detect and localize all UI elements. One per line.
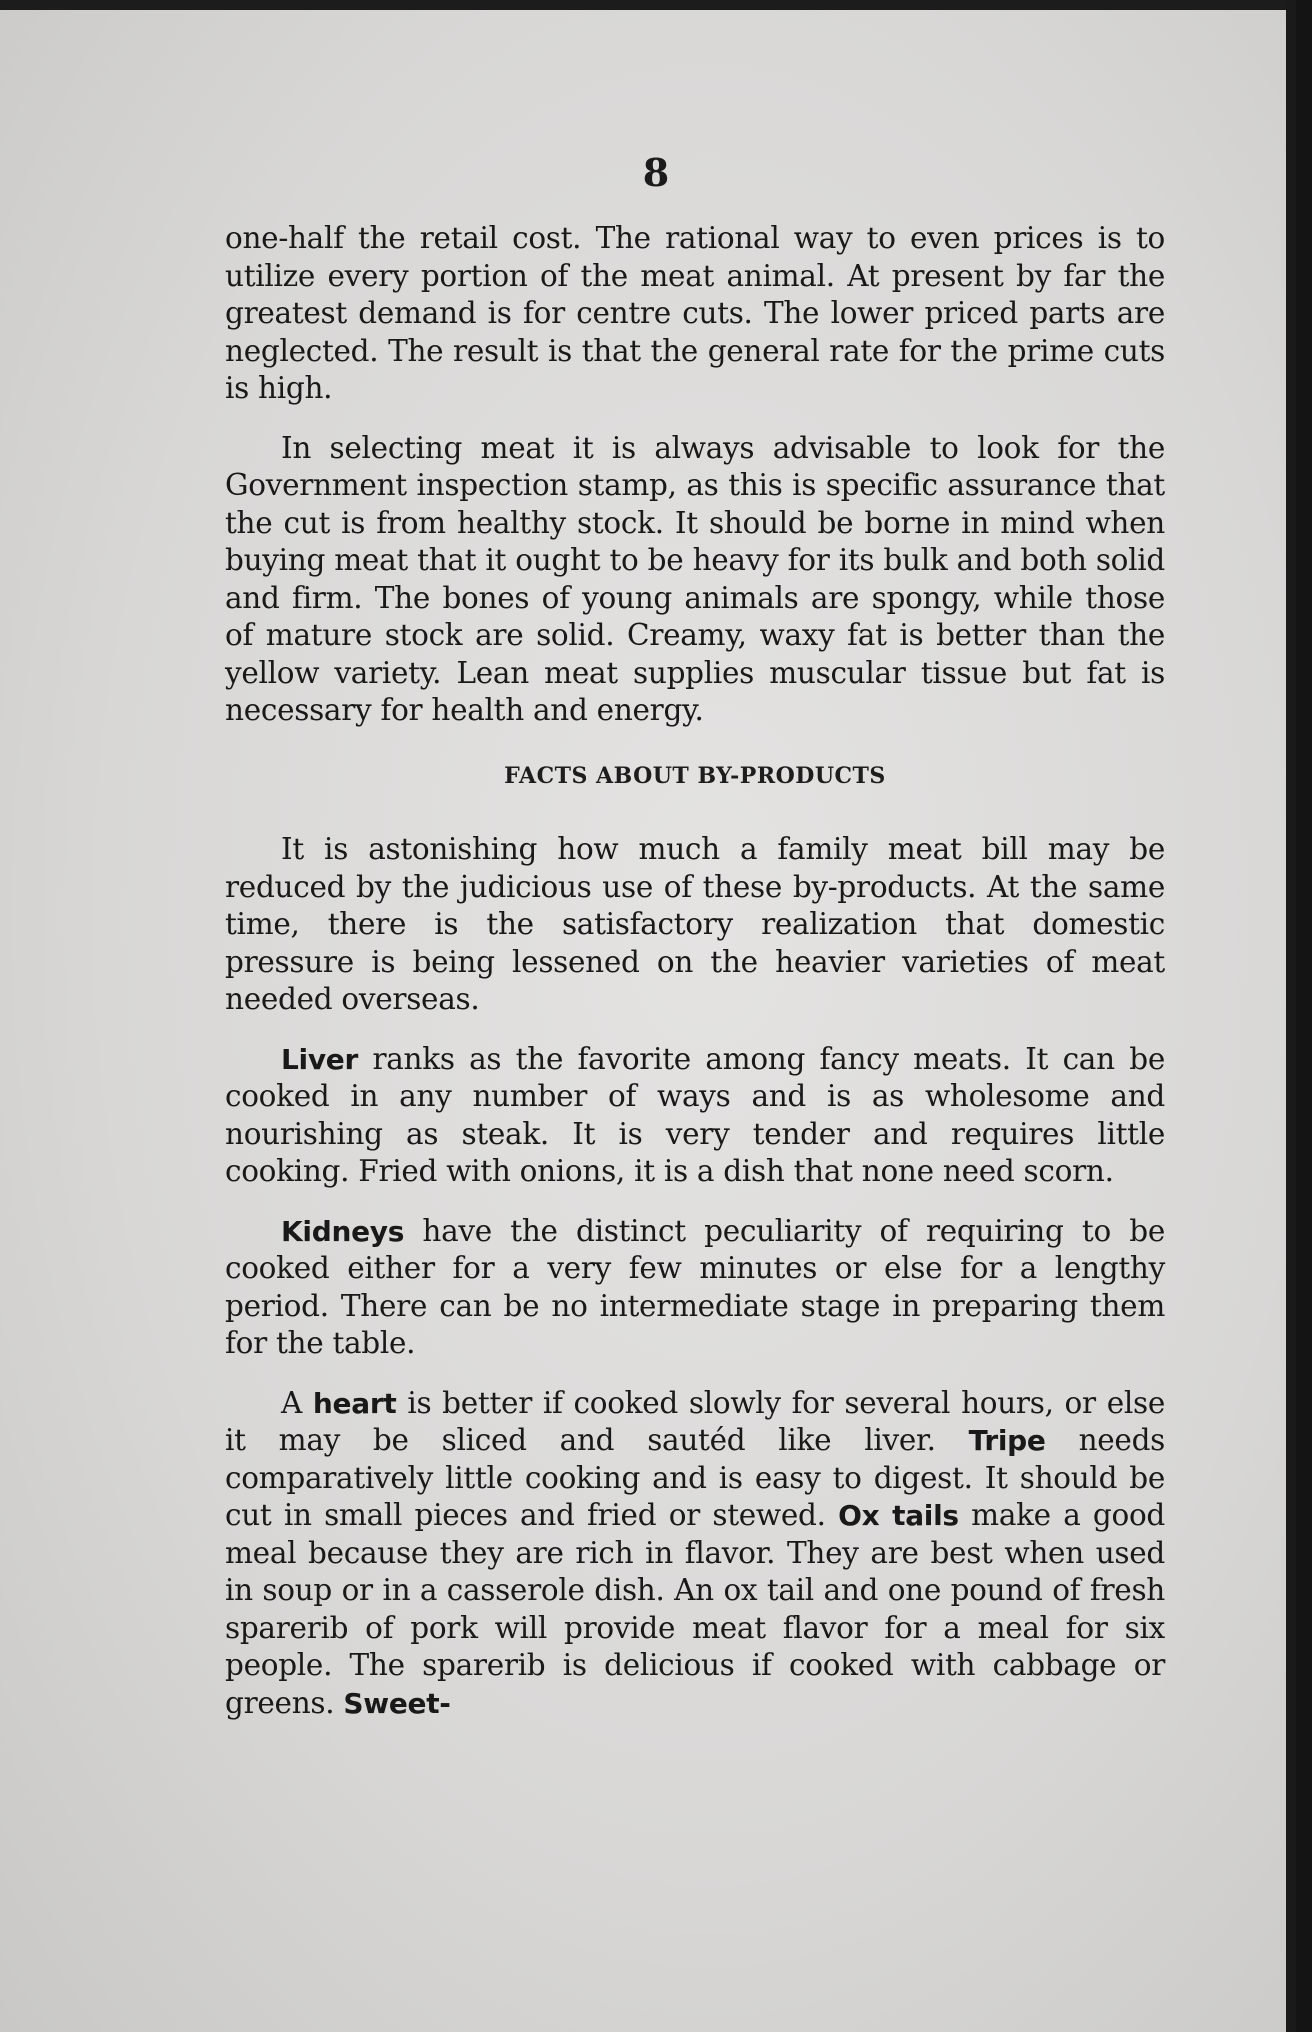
liver-text: ranks as the favorite among fancy meats. It can be cooked in any number of ways and is as wholesome and nourishing as steak. It is very tender and requires little cooking. Fried with onions, it is a dish that none need scorn. [225,1041,1165,1188]
heart-text: is better if cooked slowly for several hours, or else it may be sliced and sautéd like liver. [225,1385,1165,1457]
paragraph-liver [225,1041,1165,1191]
paragraph-3: It is astonishing how much a family meat bill may be reduced by the judicious use of these by-products. At the same time, there is the satisfactory realization that domestic pressure is being lessened on the heavier varieties of meat needed overseas. [225,832,1165,1016]
tripe-text: needs comparatively little cooking and is easy to digest. It should be cut in small pieces and fried or stewed. [225,1423,1166,1532]
paragraph-1: one-half the retail cost. The rational way to even prices is to utilize every portion of the meat animal. At present by far the greatest demand is for centre cuts. The lower priced parts are neglected. The result is that the general rate for the prime cuts is high. [225,221,1165,405]
kidneys-text: have the distinct peculiarity of requiring to be cooked either for a very few minutes or else for a lengthy period. There can be no intermediate stage in preparing them for the table. [225,1213,1165,1360]
term-kidneys: Kidneys [281,1214,405,1248]
page-number: 8 [642,150,670,195]
heart-lead: A [281,1385,313,1420]
term-heart: heart [312,1386,397,1420]
term-sweet: Sweet- [343,1686,451,1720]
term-ox-tails: Ox tails [838,1499,959,1532]
term-liver: Liver [281,1042,358,1076]
ox-tails-text: make a good meal because they are rich in flavor. They are best when used in soup or in a casserole dish. An ox tail and one pound of fresh sparerib of pork will provide meat flavor for a meal for six people. The sparerib is delicious if cooked with cabbage or greens. [225,1498,1165,1720]
paragraph-heart [225,1385,1165,1723]
body-text [225,220,1165,1744]
paragraph-kidneys [225,1213,1165,1363]
scan-border [0,0,1286,10]
paragraph-2: In selecting meat it is always advisable to look for the Government inspection stamp, as this is specific assurance that the cut is from healthy stock. It should be borne in mind when buying meat that it ought to be heavy for its bulk and both solid and firm. The bones of young animals are spongy, while those of mature stock are solid. Creamy, waxy fat is better than the yellow variety. Lean meat supplies muscular tissue but fat is necessary for health and energy. [225,430,1165,727]
section-heading: FACTS ABOUT BY-PRODUCTS [504,762,886,789]
term-tripe: Tripe [968,1424,1046,1457]
